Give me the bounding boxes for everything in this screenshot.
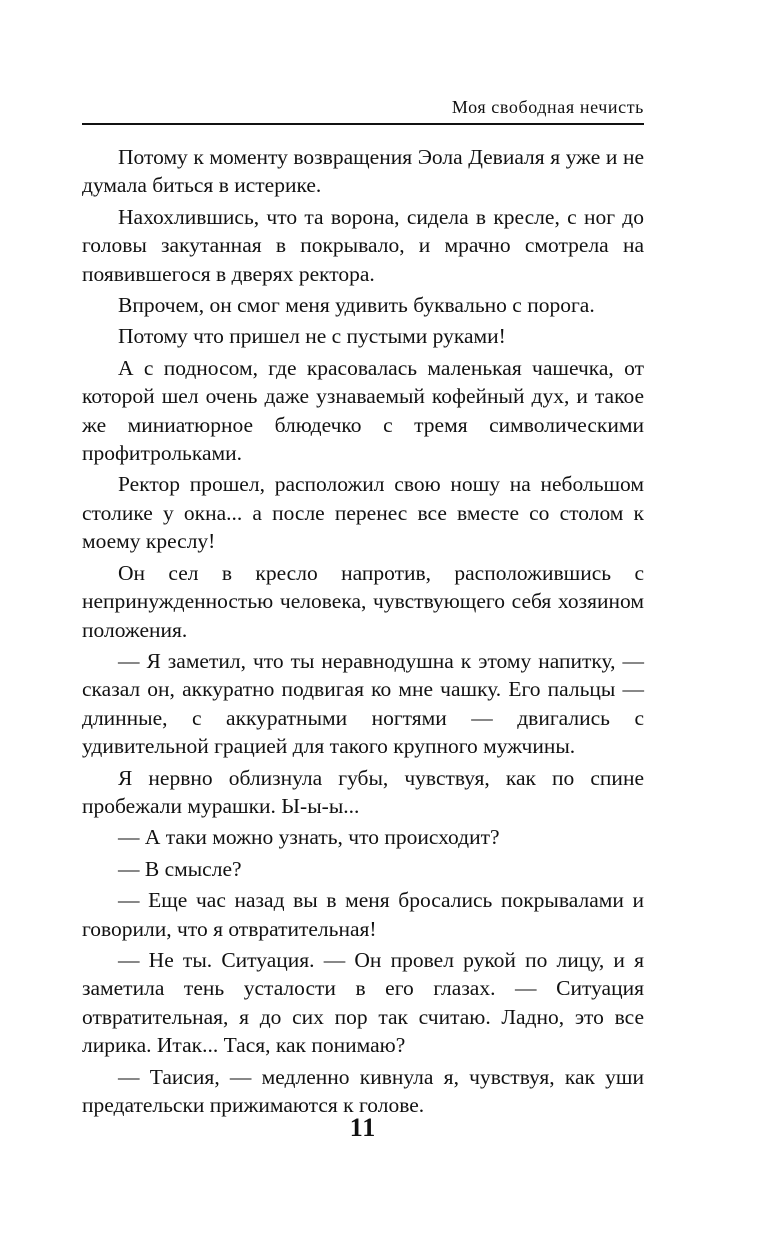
paragraph: Впрочем, он смог меня удивить буквально с порога.: [118, 293, 595, 318]
paragraph: Он сел в кресло напротив, расположившись с непринужденностью человека, чувствующего себя хозяином положения.: [82, 560, 644, 642]
header-rule: [82, 123, 644, 125]
dialogue-line: — Еще час назад вы в меня бросались покрывалами и говорили, что я отвратительная!: [82, 888, 644, 941]
paragraph: А с подносом, где красовалась маленькая чашечка, от которой шел очень даже узнаваемый кофейный дух, и такое же миниатюрное блюдечко с тремя символическими профитрольками.: [82, 355, 644, 466]
paragraph: Потому к моменту возвращения Эола Девиаля я уже и не думала биться в истерике.: [82, 145, 644, 198]
book-page: [82, 0, 644, 1240]
dialogue-line: — Не ты. Ситуация. — Он провел рукой по лицу, и я заметила тень усталости в его глазах. — Ситуация отвратительная, я до сих пор так считаю. Ладно, это все лирика. Итак... Тася, как понимаю?: [82, 947, 644, 1058]
page-number: 11: [349, 1113, 377, 1142]
paragraph: Нахохлившись, что та ворона, сидела в кресле, с ног до головы закутанная в покрывало, и мрачно смотрела на появившегося в дверях ректора.: [82, 204, 644, 286]
paragraph: Потому что пришел не с пустыми руками!: [118, 324, 506, 349]
paragraph: Ректор прошел, расположил свою ношу на небольшом столике у окна... а после перенес все вместе со столом к моему креслу!: [82, 472, 644, 554]
dialogue-line: — В смысле?: [118, 856, 242, 881]
body-text: [82, 143, 644, 1122]
dialogue-line: — Таисия, — медленно кивнула я, чувствуя, как уши предательски прижимаются к голове.: [82, 1064, 644, 1117]
running-header: Моя свободная нечисть: [451, 97, 644, 117]
paragraph: Я нервно облизнула губы, чувствуя, как по спине пробежали мурашки. Ы-ы-ы...: [82, 765, 644, 818]
dialogue-line: — А таки можно узнать, что происходит?: [118, 825, 500, 850]
paragraph: — Я заметил, что ты неравнодушна к этому напитку, — сказал он, аккуратно подвигая ко мне чашку. Его пальцы — длинные, с аккуратными ногтями — двигались с удивительной грацией для такого крупного мужчины.: [82, 648, 644, 759]
